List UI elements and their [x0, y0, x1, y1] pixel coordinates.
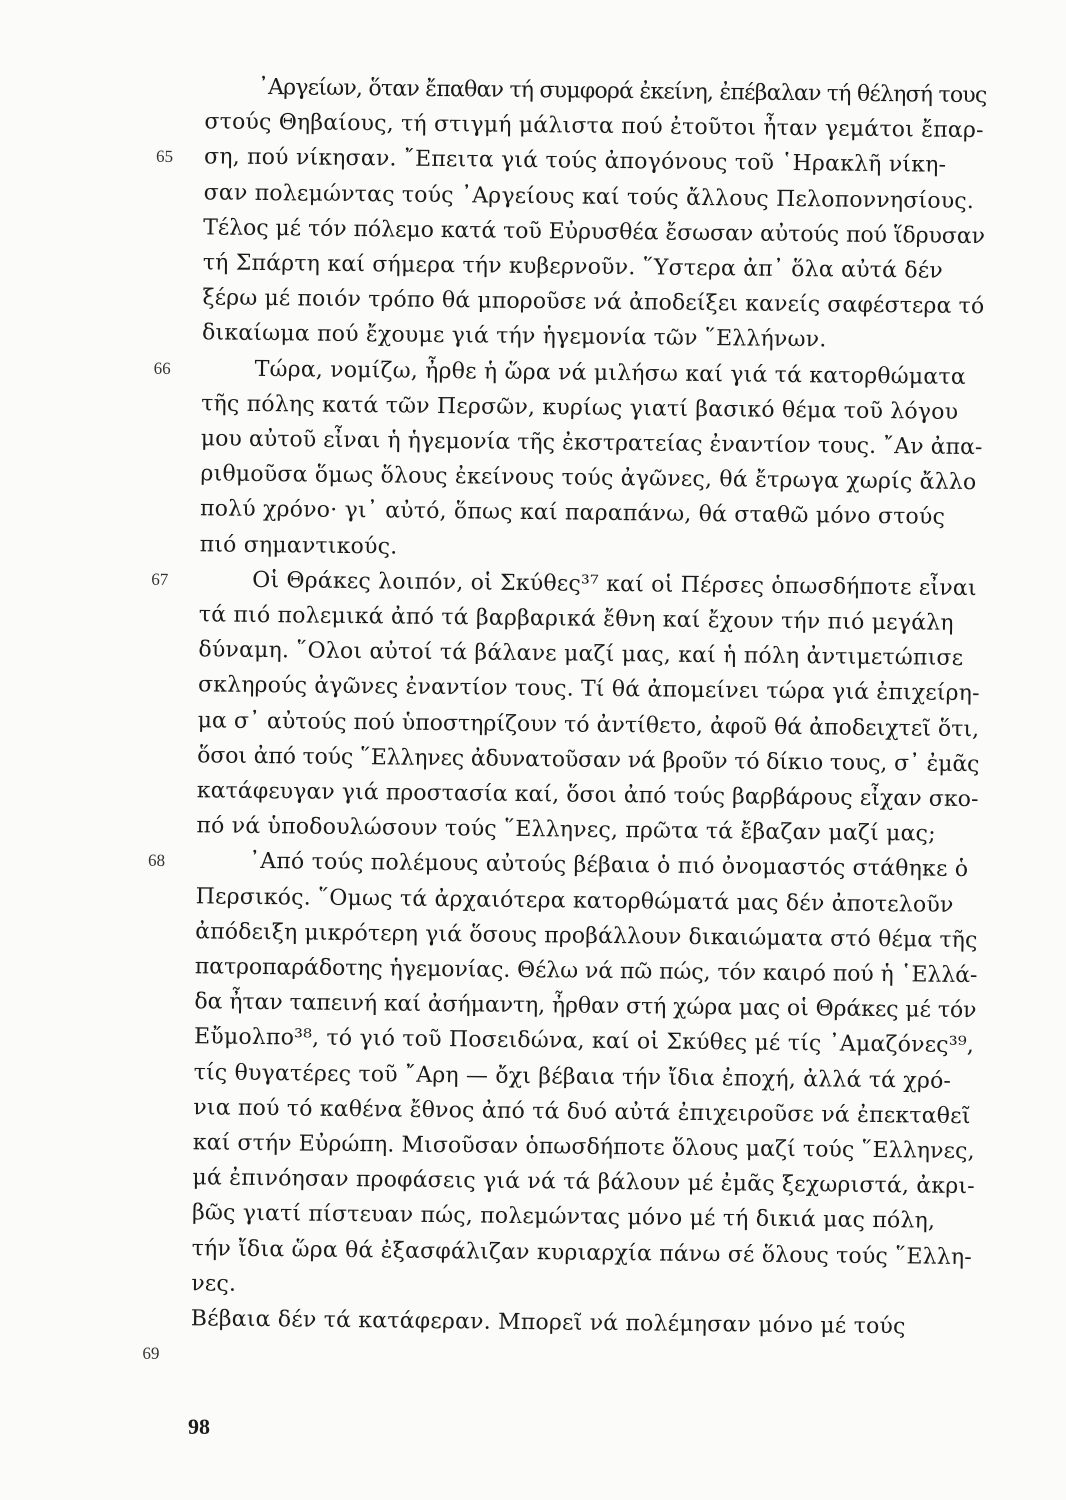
text-line: ὅσοι ἀπό τούς ῞Ελληνες ἀδυνατοῦσαν νά βροῦν τό δίκιο τους, σ᾿ ἐμᾶς [197, 743, 980, 777]
text-line: τά πιό πολεμικά ἀπό τά βαρβαρικά ἔθνη καί ἔχουν τήν πιό μεγάλη [198, 602, 954, 636]
text-line: ση, πού νίκησαν. ῎Επειτα γιά τούς ἀπογόνους τοῦ ῾Ηρακλῆ νίκη- [203, 144, 947, 179]
text-line: Βέβαια δέν τά κατάφεραν. Μπορεῖ νά πολέμησαν μόνο μέ τούς [190, 1306, 906, 1340]
section-number: 67 [151, 569, 169, 589]
text-line: πολύ χρόνο· γι᾿ αὐτό, ὅπως καί παραπάνω, θά σταθῶ μόνο στούς [199, 496, 946, 531]
section-number: 66 [153, 358, 171, 378]
text-line: νια πού τό καθένα ἔθνος ἀπό τά δυό αὐτά ἐπιχειροῦσε νά ἐπεκταθεῖ [193, 1095, 971, 1129]
text-line: ριθμοῦσα ὅμως ὅλους ἐκείνους τούς ἀγῶνες, θά ἔτρωγα χωρίς ἄλλο [200, 461, 977, 496]
text-line: μά ἐπινόησαν προφάσεις γιά νά τά βάλουν μέ ἐμᾶς ξεχωριστά, ἀκρι- [192, 1165, 976, 1200]
text-line: κατάφευγαν γιά προστασία καί, ὅσοι ἀπό τούς βαρβάρους εἶχαν σκο- [196, 778, 979, 813]
text-line: βῶς γιατί πίστευαν πώς, πολεμώντας μόνο μέ τή δικιά μας πόλη, [191, 1200, 936, 1235]
text-line: μου αὐτοῦ εἶναι ἡ ἡγεμονία τῆς ἐκστρατείας ἐναντίον τους. ῎Αν ἀπα- [200, 426, 983, 461]
text-line: μα σ᾿ αὐτούς πού ὑποστηρίζουν τό ἀντίθετο, ἀφοῦ θά ἀποδειχτεῖ ὅτι, [197, 707, 980, 742]
text-line: Οἱ Θράκες λοιπόν, οἱ Σκύθες³⁷ καί οἱ Πέρσες ὁπωσδήποτε εἶναι [252, 567, 977, 601]
text-line: δύναμη. ῞Ολοι αὐτοί τά βάλανε μαζί μας, καί ἡ πόλη ἀντιμετώπισε [198, 637, 964, 672]
text-line: ξέρω μέ ποιόν τρόπο θά μποροῦσε νά ἀποδείξει κανείς σαφέστερα τό [202, 285, 985, 320]
section-number: 68 [147, 851, 166, 871]
text-line: νες. [191, 1271, 237, 1297]
text-line: δικαίωμα πού ἔχουμε γιά τήν ἡγεμονία τῶν ῞Ελλήνων. [201, 320, 827, 353]
section-number: 65 [155, 147, 174, 167]
text-line: ᾿Αργείων, ὅταν ἔπαθαν τή συμφορά ἐκείνη, ἐπέβαλαν τή θέλησή τους [257, 74, 987, 109]
text-line: Τώρα, νομίζω, ἦρθε ἡ ὥρα νά μιλήσω καί γιά τά κατορθώματα [254, 356, 966, 390]
text-line: Εὔμολπο³⁸, τό γιό τοῦ Ποσειδώνα, καί οἱ Σκύθες μέ τίς ᾿Αμαζόνες³⁹, [193, 1024, 975, 1059]
text-line: σαν πολεμώντας τούς ᾿Αργείους καί τούς ἄλλους Πελοποννησίους. [203, 179, 975, 214]
text-line: ᾿Από τούς πολέμους αὐτούς βέβαια ὁ πιό ὀνομαστός στάθηκε ὁ [248, 849, 969, 883]
text-line: σκληρούς ἀγῶνες ἐναντίον τους. Τί θά ἀπομείνει τώρα γιά ἐπιχείρη- [197, 672, 980, 707]
body-text [0, 72, 1066, 1364]
section-number: 69 [142, 1343, 160, 1364]
text-line: Τέλος μέ τόν πόλεμο κατά τοῦ Εὐρυσθέα ἔσωσαν αὐτούς πού ἵδρυσαν [203, 215, 986, 249]
text-line: πιό σημαντικούς. [199, 531, 398, 560]
text-line: πό νά ὑποδουλώσουν τούς ῞Ελληνες, πρῶτα τά ἔβαζαν μαζί μας; [196, 813, 936, 847]
text-line: καί στήν Εὐρώπη. Μισοῦσαν ὁπωσδήποτε ὅλους μαζί τούς ῞Ελληνες, [192, 1130, 975, 1165]
text-line: στούς Θηβαίους, τή στιγμή μάλιστα πού ἐτοῦτοι ἦταν γεμάτοι ἔπαρ- [204, 109, 984, 144]
page-number: 98 [188, 1414, 210, 1439]
text-line: ἀπόδειξη μικρότερη γιά ὅσους προβάλλουν δικαιώματα στό θέμα τῆς [195, 919, 978, 953]
text-line: δα ἦταν ταπεινή καί ἀσήμαντη, ἦρθαν στή χώρα μας οἱ Θράκες μέ τόν [194, 989, 977, 1024]
text-line: τίς θυγατέρες τοῦ ῎Αρη — ὄχι βέβαια τήν ἴδια ἐποχή, ἀλλά τά χρό- [193, 1059, 952, 1094]
text-line: τήν ἴδια ὥρα θά ἐξασφάλιζαν κυριαρχία πάνω σέ ὅλους τούς ῞Ελλη- [191, 1235, 973, 1270]
text-line: Περσικός. ῞Ομως τά ἀρχαιότερα κατορθώματά μας δέν ἀποτελοῦν [195, 883, 954, 918]
text-line: τή Σπάρτη καί σήμερα τήν κυβερνοῦν. ῞Υστερα ἀπ᾿ ὅλα αὐτά δέν [202, 250, 944, 284]
text-line: τῆς πόλης κατά τῶν Περσῶν, κυρίως γιατί βασικό θέμα τοῦ λόγου [201, 391, 959, 425]
text-line: πατροπαράδοτης ἡγεμονίας. Θέλω νά πῶ πώς, τόν καιρό πού ἡ ῾Ελλά- [194, 954, 978, 989]
